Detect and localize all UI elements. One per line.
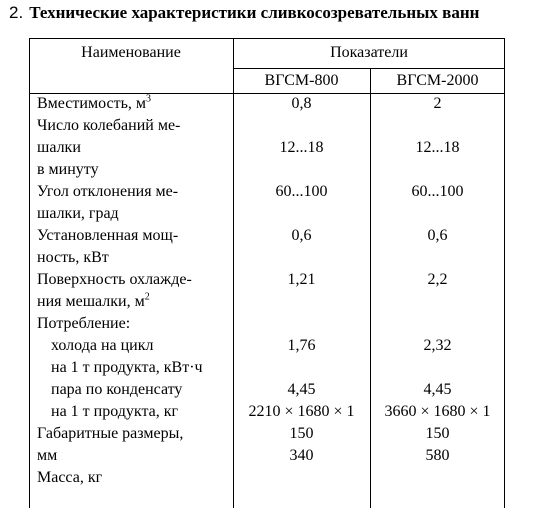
unit-superscript: 2 bbox=[144, 291, 150, 303]
row-label: Число колебаний ме- bbox=[37, 117, 181, 134]
row-label: в минуту bbox=[37, 161, 99, 178]
value-model-2: 2 bbox=[433, 95, 442, 112]
row-label: Потребление: bbox=[37, 315, 131, 332]
table-title bbox=[9, 3, 479, 23]
row-label: Габаритные размеры, bbox=[37, 425, 184, 442]
value-model-1: 0,6 bbox=[291, 227, 312, 244]
row-label: Вместимость, $м^3$ bbox=[37, 93, 151, 112]
row-label: пара по конденсату bbox=[51, 381, 183, 398]
value-model-1: 0,8 bbox=[291, 95, 312, 112]
value-model-2: 0,6 bbox=[427, 227, 448, 244]
value-model-1: 2210 × 1680 × 1 bbox=[248, 403, 355, 420]
header-model-2: ВГСМ-2000 bbox=[396, 72, 479, 89]
row-label: Установленная мощ- bbox=[37, 227, 179, 244]
row-label: на 1 т продукта, кВт·ч bbox=[51, 359, 203, 376]
value-model-2: 150 bbox=[425, 425, 450, 442]
header-model-1: ВГСМ-800 bbox=[264, 72, 339, 89]
row-label: на 1 т продукта, кг bbox=[51, 403, 179, 420]
row-label: мм bbox=[37, 447, 58, 464]
header-indicators: Показатели bbox=[330, 44, 408, 61]
value-model-1: 340 bbox=[289, 447, 314, 464]
table-number: 2. bbox=[9, 3, 24, 22]
value-model-2: 12...18 bbox=[415, 139, 460, 156]
value-model-1: 1,21 bbox=[287, 271, 316, 288]
table-title-text: Технические характеристики сливкосозревательных ванн bbox=[29, 3, 480, 22]
row-label: ность, кВт bbox=[37, 249, 109, 266]
row-label: ния мешалки, $м^2$ bbox=[37, 291, 150, 310]
unit-superscript: 3 bbox=[146, 93, 151, 105]
value-model-2: 4,45 bbox=[423, 381, 452, 398]
value-model-1: 60...100 bbox=[275, 183, 328, 200]
row-label: шалки bbox=[37, 139, 81, 156]
row-label: Угол отклонения ме- bbox=[37, 183, 179, 200]
value-model-2: 2,2 bbox=[427, 271, 448, 288]
value-model-2: 2,32 bbox=[423, 337, 452, 354]
value-model-1: 1,76 bbox=[287, 337, 316, 354]
value-model-2: 3660 × 1680 × 1 bbox=[384, 403, 491, 420]
value-model-1: 12...18 bbox=[279, 139, 324, 156]
row-label: Поверхность охлажде- bbox=[37, 271, 192, 288]
value-model-2: 60...100 bbox=[411, 183, 464, 200]
value-model-2: 580 bbox=[425, 447, 450, 464]
row-label: холода на цикл bbox=[51, 337, 154, 354]
value-model-1: 4,45 bbox=[287, 381, 316, 398]
row-label: Масса, кг bbox=[37, 469, 103, 486]
value-model-1: 150 bbox=[289, 425, 314, 442]
row-label: шалки, град bbox=[37, 205, 119, 222]
header-divider-indicators bbox=[233, 68, 505, 69]
header-name: Наименование bbox=[81, 44, 181, 61]
